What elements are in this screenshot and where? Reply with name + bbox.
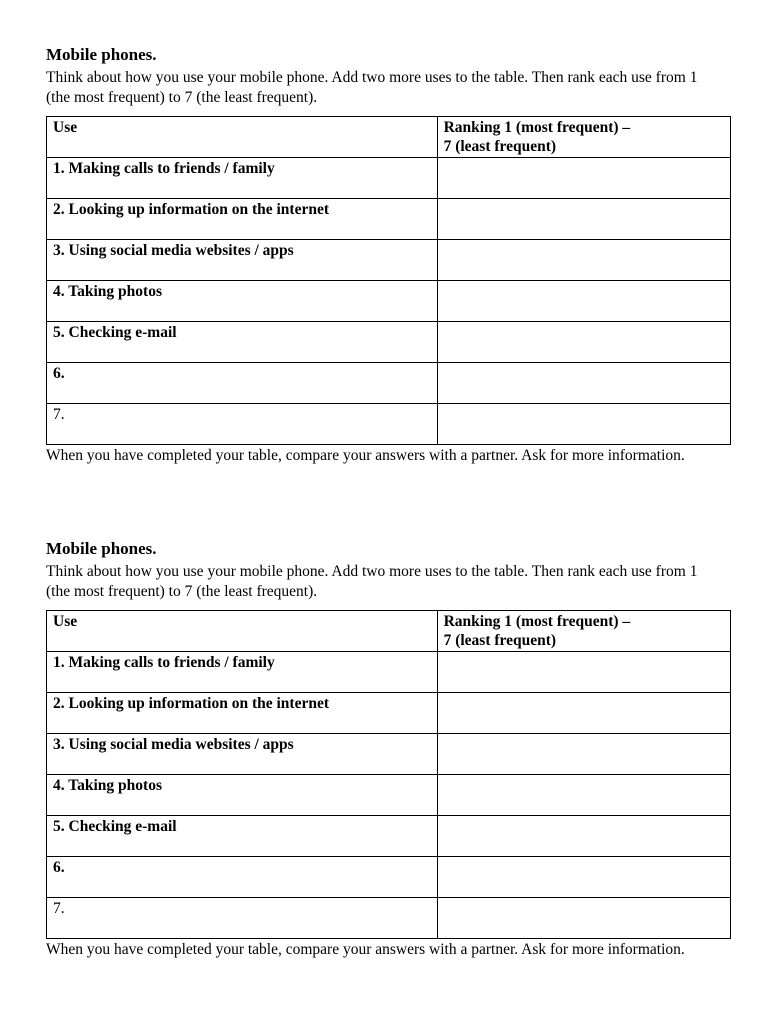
use-cell-blank[interactable]: 7. xyxy=(47,404,438,445)
header-ranking xyxy=(437,117,730,158)
table-header-row xyxy=(47,117,731,158)
worksheet-1 xyxy=(46,44,732,466)
table-row xyxy=(47,404,731,445)
header-ranking-line2: 7 (least frequent) xyxy=(443,138,557,155)
worksheet-instructions: Think about how you use your mobile phone. Add two more uses to the table. Then rank each use from 1 (the most frequent) to 7 (the least frequent). xyxy=(46,563,698,600)
ranking-cell[interactable] xyxy=(437,199,730,240)
table-row xyxy=(47,240,731,281)
worksheet-2 xyxy=(46,538,732,960)
table-row xyxy=(47,158,731,199)
ranking-cell[interactable] xyxy=(437,898,730,939)
use-cell: 4. Taking photos xyxy=(47,775,438,816)
worksheet-instructions: Think about how you use your mobile phone. Add two more uses to the table. Then rank each use from 1 (the most frequent) to 7 (the least frequent). xyxy=(46,69,698,106)
header-use: Use xyxy=(47,611,438,652)
use-cell: 5. Checking e-mail xyxy=(47,816,438,857)
use-cell-blank[interactable]: 6. xyxy=(47,857,438,898)
use-cell: 3. Using social media websites / apps xyxy=(47,734,438,775)
header-use: Use xyxy=(47,117,438,158)
ranking-cell[interactable] xyxy=(437,816,730,857)
table-row xyxy=(47,363,731,404)
table-row xyxy=(47,734,731,775)
table-row xyxy=(47,693,731,734)
use-cell: 2. Looking up information on the internet xyxy=(47,199,438,240)
use-cell: 1. Making calls to friends / family xyxy=(47,158,438,199)
usage-ranking-table xyxy=(46,116,731,445)
worksheet-footer: When you have completed your table, compare your answers with a partner. Ask for more information. xyxy=(46,447,685,464)
ranking-cell[interactable] xyxy=(437,281,730,322)
ranking-cell[interactable] xyxy=(437,693,730,734)
use-cell-blank[interactable]: 7. xyxy=(47,898,438,939)
table-row xyxy=(47,199,731,240)
header-ranking-line1: Ranking 1 (most frequent) – xyxy=(443,613,631,630)
use-cell: 1. Making calls to friends / family xyxy=(47,652,438,693)
ranking-cell[interactable] xyxy=(437,734,730,775)
worksheet-footer: When you have completed your table, compare your answers with a partner. Ask for more information. xyxy=(46,941,685,958)
ranking-cell[interactable] xyxy=(437,240,730,281)
ranking-cell[interactable] xyxy=(437,363,730,404)
use-cell: 4. Taking photos xyxy=(47,281,438,322)
table-row xyxy=(47,857,731,898)
use-cell: 5. Checking e-mail xyxy=(47,322,438,363)
ranking-cell[interactable] xyxy=(437,775,730,816)
header-ranking-line2: 7 (least frequent) xyxy=(443,632,557,649)
table-row xyxy=(47,322,731,363)
use-cell: 3. Using social media websites / apps xyxy=(47,240,438,281)
table-row xyxy=(47,652,731,693)
table-row xyxy=(47,898,731,939)
ranking-cell[interactable] xyxy=(437,404,730,445)
table-header-row xyxy=(47,611,731,652)
ranking-cell[interactable] xyxy=(437,158,730,199)
ranking-cell[interactable] xyxy=(437,322,730,363)
table-row xyxy=(47,775,731,816)
ranking-cell[interactable] xyxy=(437,652,730,693)
header-ranking-line1: Ranking 1 (most frequent) – xyxy=(443,119,631,136)
worksheet-title: Mobile phones. xyxy=(46,539,157,558)
table-row xyxy=(47,281,731,322)
table-row xyxy=(47,816,731,857)
usage-ranking-table xyxy=(46,610,731,939)
header-ranking xyxy=(437,611,730,652)
worksheet-title: Mobile phones. xyxy=(46,45,157,64)
use-cell-blank[interactable]: 6. xyxy=(47,363,438,404)
ranking-cell[interactable] xyxy=(437,857,730,898)
use-cell: 2. Looking up information on the internet xyxy=(47,693,438,734)
